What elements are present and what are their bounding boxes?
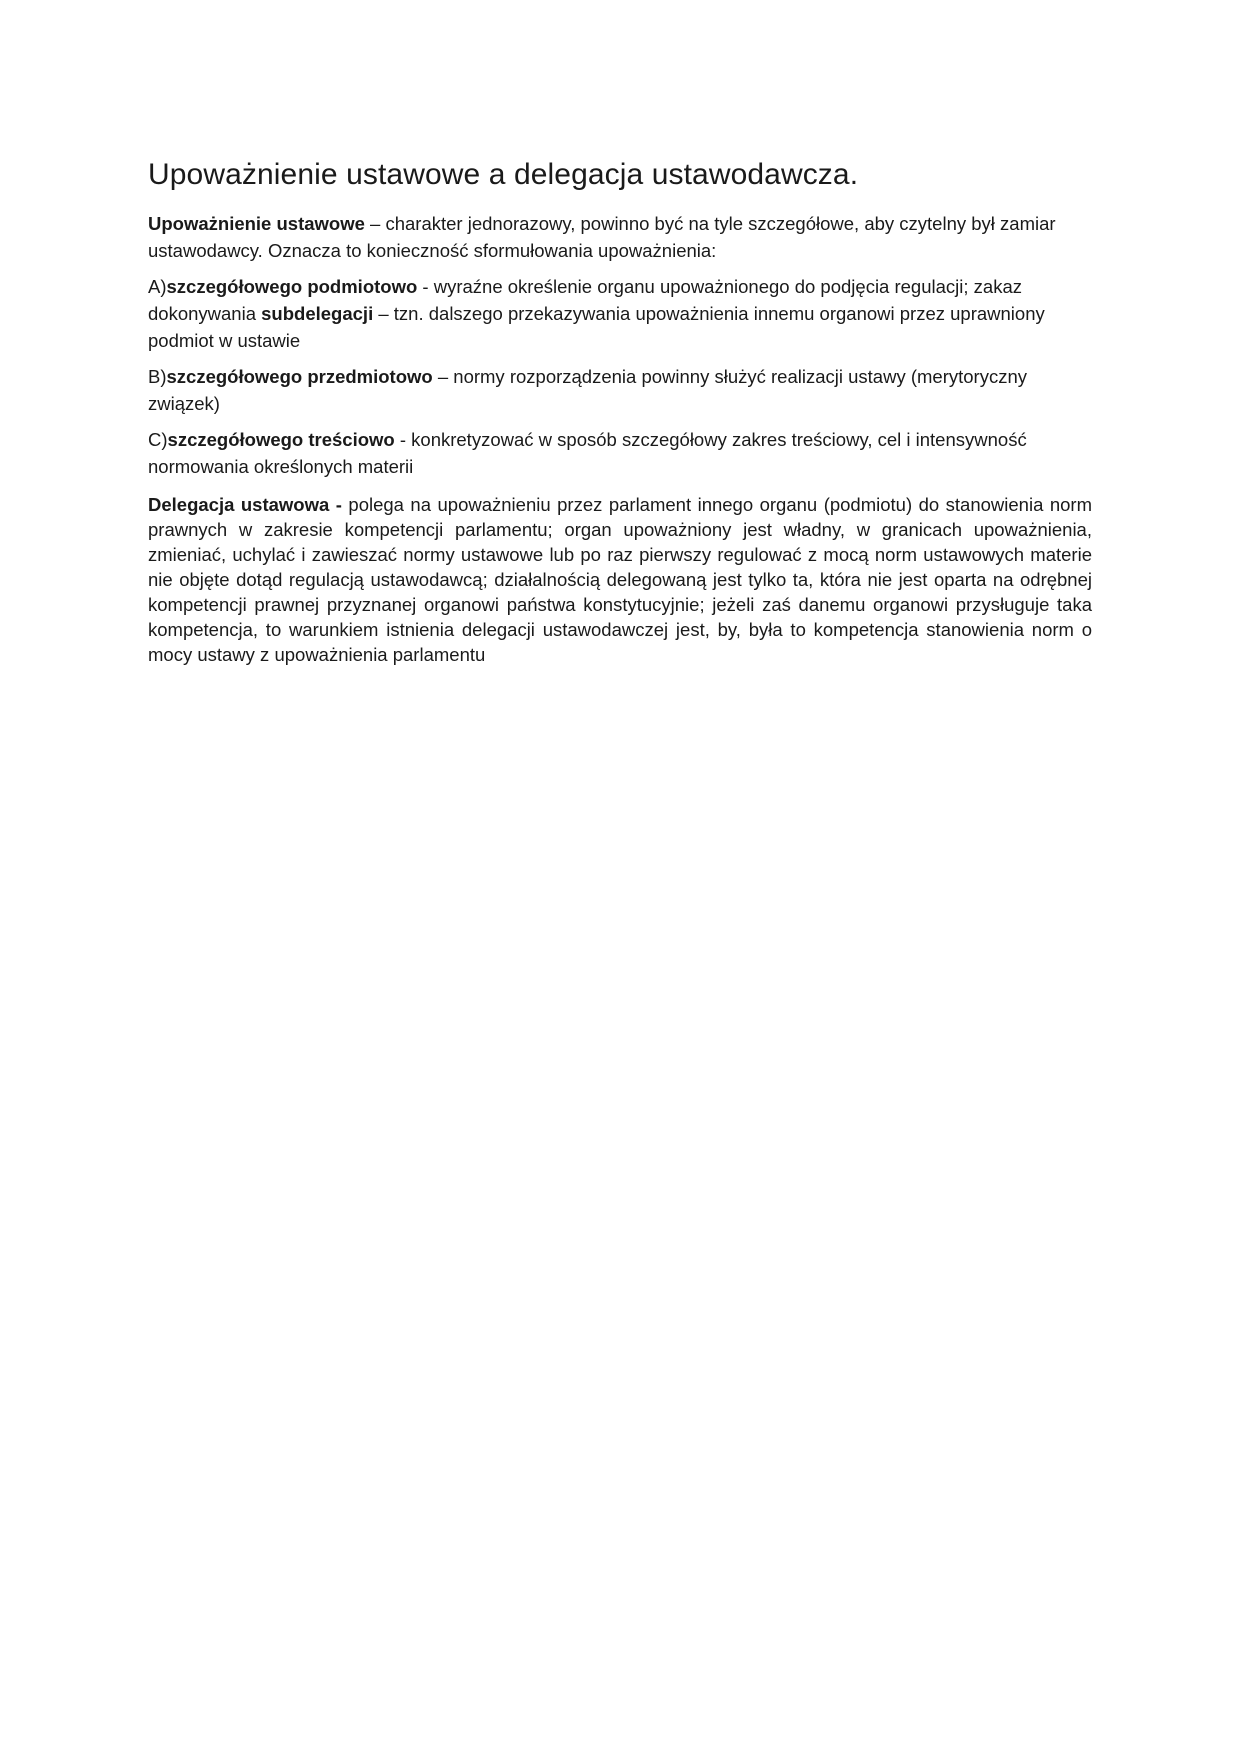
item-a-term: szczegółowego podmiotowo bbox=[166, 275, 418, 297]
item-c-prefix: C) bbox=[148, 428, 168, 450]
delegation-text: polega na upoważnieniu przez parlament innego organu (podmiotu) do stanowienia norm prawnych w zakresie kompetencji parlamentu; organ upoważniony jest władny, w granicach upoważnienia, zmieniać, uchylać i zawieszać normy ustawowe lub po raz pierwszy regulować z mocą norm ustawowych materie nie objęte dotąd regulacją ustawodawcą; działalnością delegowaną jest tylko ta, która nie jest oparta na odrębnej kompetencji prawnej przyznanej organowi państwa konstytucyjnie; jeżeli zaś danemu organowi przysługuje taka kompetencja, to warunkiem istnienia delegacji ustawodawczej jest, by, była to kompetencja stanowienia norm o mocy ustawy z upoważnienia parlamentu bbox=[148, 493, 1092, 665]
document-page bbox=[148, 156, 1092, 676]
item-a-text2: – tzn. dalszego przekazywania upoważnienia innemu organowi przez uprawniony podmiot w ustawie bbox=[148, 302, 1045, 351]
item-a-paragraph bbox=[148, 273, 1092, 354]
item-c-paragraph bbox=[148, 426, 1092, 480]
item-b-paragraph bbox=[148, 363, 1092, 417]
intro-paragraph bbox=[148, 210, 1092, 264]
item-b-prefix: B) bbox=[148, 365, 167, 387]
item-b-term: szczegółowego przedmiotowo bbox=[166, 365, 433, 387]
item-b-text: – normy rozporządzenia powinny służyć realizacji ustawy (merytoryczny związek) bbox=[148, 365, 1027, 414]
item-a-prefix: A) bbox=[148, 275, 167, 297]
document-title: Upoważnienie ustawowe a delegacja ustawodawcza. bbox=[148, 158, 859, 191]
delegation-term: Delegacja ustawowa - bbox=[148, 493, 342, 515]
intro-text: – charakter jednorazowy, powinno być na tyle szczegółowe, aby czytelny był zamiar ustawodawcy. Oznacza to konieczność sformułowania upoważnienia: bbox=[148, 212, 1056, 261]
delegation-paragraph bbox=[148, 492, 1092, 667]
item-a-text1: - wyraźne określenie organu upoważnionego do podjęcia regulacji; zakaz dokonywania bbox=[148, 275, 1022, 324]
intro-term: Upoważnienie ustawowe bbox=[148, 212, 365, 234]
item-a-term2: subdelegacji bbox=[261, 302, 374, 324]
item-c-text: - konkretyzować w sposób szczegółowy zakres treściowy, cel i intensywność normowania określonych materii bbox=[148, 428, 1027, 477]
item-c-term: szczegółowego treściowo bbox=[167, 428, 395, 450]
